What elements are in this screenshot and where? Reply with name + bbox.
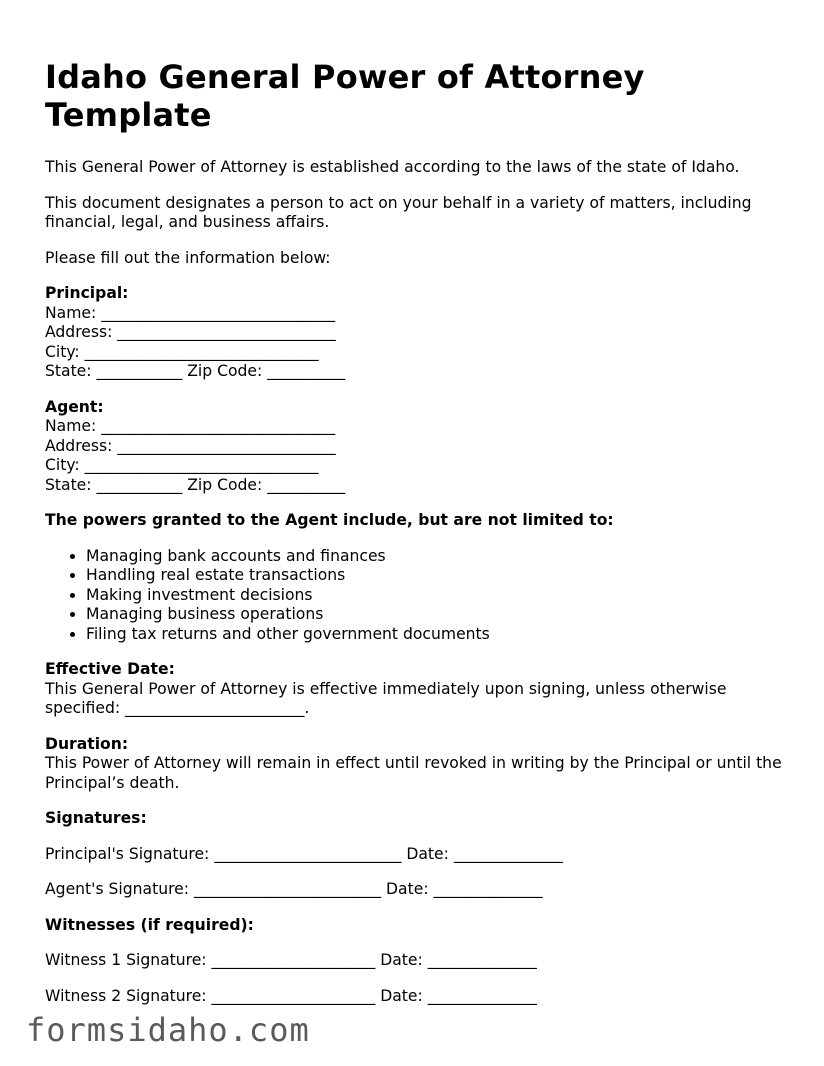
principal-address-field[interactable]: Address: ____________________________ <box>45 323 336 341</box>
agent-name-field[interactable]: Name: ______________________________ <box>45 417 336 435</box>
agent-section <box>45 398 785 496</box>
document-page <box>45 58 785 1022</box>
effective-date-text[interactable]: This General Power of Attorney is effective immediately upon signing, unless otherwise specified: _______________________. <box>45 679 727 717</box>
duration-heading: Duration: <box>45 734 129 753</box>
agent-city-field[interactable]: City: ______________________________ <box>45 456 319 474</box>
principal-city-field[interactable]: City: ______________________________ <box>45 342 319 361</box>
agent-heading: Agent: <box>45 397 104 416</box>
principal-heading: Principal: <box>45 284 129 302</box>
principal-section <box>45 284 785 382</box>
powers-heading: The powers granted to the Agent include, but are not limited to: <box>45 511 614 529</box>
list-item: • Managing business operations <box>86 605 785 625</box>
signatures-heading: Signatures: <box>45 809 147 827</box>
principal-signature-line[interactable]: Principal's Signature: ________________________ Date: ______________ <box>45 844 563 863</box>
list-item: • Managing bank accounts and finances <box>86 547 785 567</box>
principal-name-field[interactable]: Name: ______________________________ <box>45 303 336 322</box>
page-title: Idaho General Power of Attorney Template <box>45 58 645 134</box>
agent-state-zip-field[interactable]: State: ___________ Zip Code: __________ <box>45 475 346 494</box>
duration-section <box>45 735 785 794</box>
effective-date-heading: Effective Date: <box>45 660 175 678</box>
witness-1-signature-line[interactable]: Witness 1 Signature: _____________________ Date: ______________ <box>45 951 537 969</box>
list-item: • Making investment decisions <box>86 586 785 606</box>
powers-list <box>45 547 785 645</box>
agent-address-field[interactable]: Address: ____________________________ <box>45 436 336 455</box>
site-watermark: formsidaho.com <box>26 1011 310 1049</box>
agent-signature-line[interactable]: Agent's Signature: ________________________ Date: ______________ <box>45 880 543 898</box>
intro-paragraph-2: This document designates a person to act on your behalf in a variety of matters, including financial, legal, and business affairs. <box>45 193 752 231</box>
principal-state-zip-field[interactable]: State: ___________ Zip Code: __________ <box>45 362 346 380</box>
duration-text: This Power of Attorney will remain in effect until revoked in writing by the Principal or until the Principal’s death. <box>45 754 782 792</box>
effective-date-section <box>45 660 785 719</box>
list-item: • Handling real estate transactions <box>86 566 785 586</box>
witness-2-signature-line[interactable]: Witness 2 Signature: _____________________ Date: ______________ <box>45 986 537 1005</box>
list-item: • Filing tax returns and other government documents <box>86 625 785 645</box>
witnesses-heading: Witnesses (if required): <box>45 915 254 934</box>
intro-paragraph-3: Please fill out the information below: <box>45 248 331 267</box>
intro-paragraph-1: This General Power of Attorney is established according to the laws of the state of Idaho. <box>45 158 740 176</box>
